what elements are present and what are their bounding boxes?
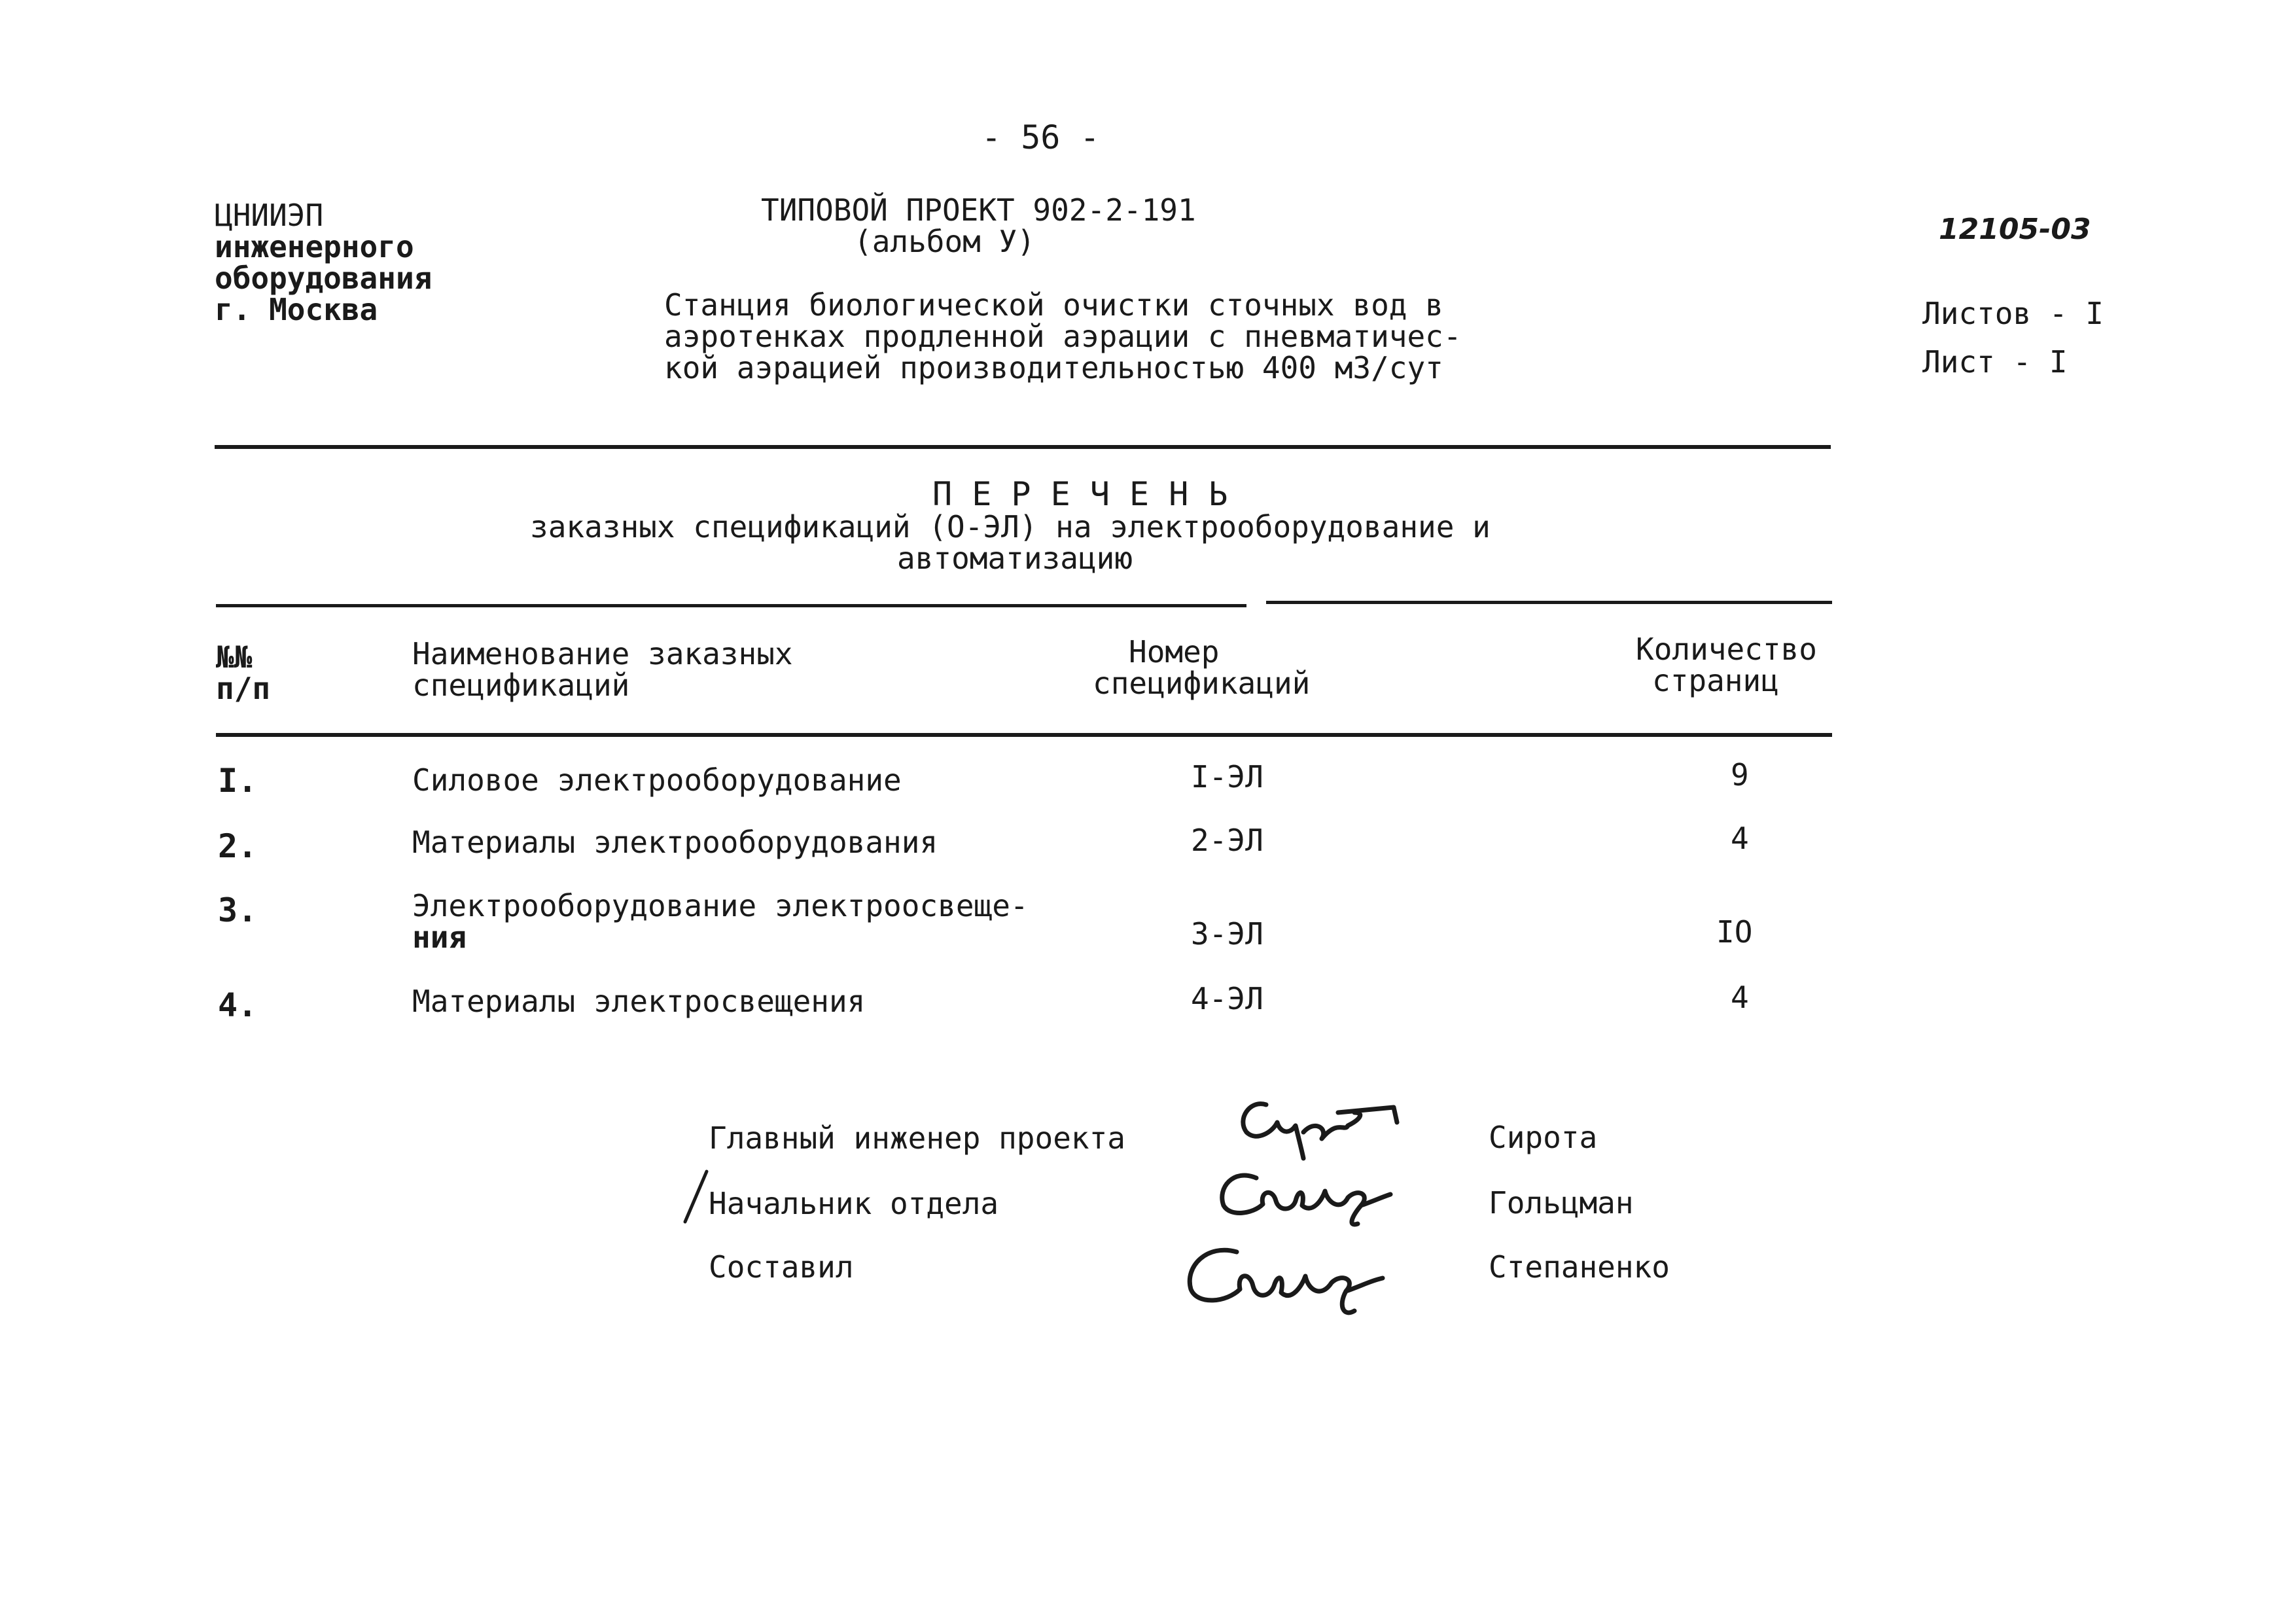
row-pages: 9 xyxy=(1731,757,1749,793)
row-number: 4. xyxy=(218,986,258,1024)
signature-role: Составил xyxy=(709,1249,854,1285)
row-code: I-ЭЛ xyxy=(1191,759,1263,794)
row-number: 2. xyxy=(218,827,258,865)
pen-mark xyxy=(677,1168,716,1227)
header-code: Номер xyxy=(1129,634,1220,669)
header-num: п/п xyxy=(216,671,271,706)
table-top-rule xyxy=(216,604,1246,607)
organization-line: г. Москва xyxy=(215,292,378,327)
handwritten-signature xyxy=(1174,1240,1410,1325)
project-album: (альбом У) xyxy=(854,224,1035,259)
header-pages: Количество xyxy=(1636,632,1817,667)
signature-name: Гольцман xyxy=(1489,1185,1634,1221)
row-code: 4-ЭЛ xyxy=(1191,981,1263,1016)
project-title: ТИПОВОЙ ПРОЕКТ 902-2-191 xyxy=(761,192,1196,228)
handwritten-signature xyxy=(1230,1093,1413,1165)
project-description-line: кой аэрацией производительностью 400 м3/сут xyxy=(664,350,1443,385)
signature-role: Главный инженер проекта xyxy=(709,1120,1125,1156)
header-num: №№ xyxy=(216,639,253,675)
row-name: Силовое электрооборудование xyxy=(412,762,902,798)
heading-line: автоматизацию xyxy=(897,541,1133,576)
heading-word: П Е Р Е Ч Е Н Ь xyxy=(932,475,1228,513)
organization-line: инженерного xyxy=(215,229,414,264)
project-description-line: аэротенках продленной аэрации с пневматичес- xyxy=(664,319,1462,354)
row-pages: 4 xyxy=(1731,980,1749,1015)
heading-line: заказных спецификаций (О-ЭЛ) на электрооборудование и xyxy=(530,509,1491,544)
table-header-rule xyxy=(216,733,1832,737)
archive-number: 12105-03 xyxy=(1939,213,2091,246)
header-code: спецификаций xyxy=(1093,666,1311,701)
row-number: I. xyxy=(218,762,258,800)
handwritten-signature xyxy=(1207,1165,1417,1237)
signature-role: Начальник отдела xyxy=(709,1186,999,1221)
header-divider xyxy=(215,445,1831,449)
signature-name: Сирота xyxy=(1489,1120,1598,1155)
row-code: 3-ЭЛ xyxy=(1191,916,1263,952)
row-pages: 4 xyxy=(1731,821,1749,856)
header-pages: страниц xyxy=(1652,663,1779,698)
organization-line: ЦНИИЭП xyxy=(215,198,324,233)
header-name: спецификаций xyxy=(412,668,630,703)
header-name: Наименование заказных xyxy=(412,636,793,671)
row-number: 3. xyxy=(218,891,258,929)
sheets-total: Листов - I xyxy=(1922,296,2104,331)
page-number: - 56 - xyxy=(981,118,1100,156)
project-description-line: Станция биологической очистки сточных вод в xyxy=(664,287,1443,323)
row-name: Материалы электросвещения xyxy=(412,984,866,1019)
signature-name: Степаненко xyxy=(1489,1249,1670,1285)
row-name: Электрооборудование электроосвеще- xyxy=(412,888,1029,923)
sheets-current: Лист - I xyxy=(1922,344,2068,380)
row-pages: IO xyxy=(1716,914,1753,950)
row-code: 2-ЭЛ xyxy=(1191,823,1263,858)
row-name: ния xyxy=(412,919,467,955)
organization-line: оборудования xyxy=(215,260,433,296)
table-top-rule xyxy=(1266,601,1832,604)
row-name: Материалы электрооборудования xyxy=(412,825,938,860)
